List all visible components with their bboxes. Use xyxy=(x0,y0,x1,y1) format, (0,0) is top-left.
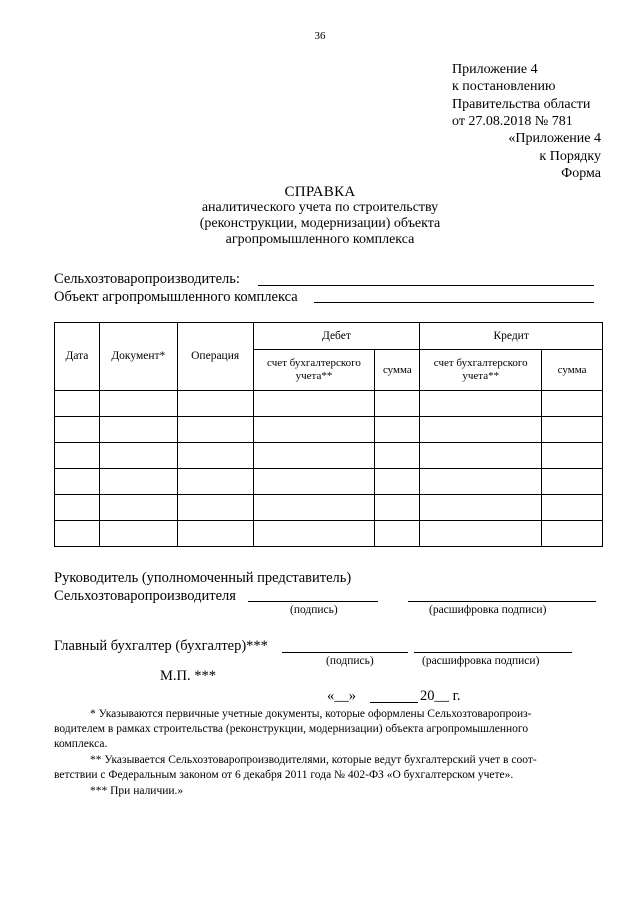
table-row xyxy=(55,391,603,417)
cell[interactable] xyxy=(253,391,375,417)
cell[interactable] xyxy=(99,391,177,417)
cell[interactable] xyxy=(542,469,603,495)
cell[interactable] xyxy=(420,391,542,417)
head-signature-line[interactable] xyxy=(248,587,378,602)
cell[interactable] xyxy=(55,391,100,417)
footnote-1-line-3: комплекса. xyxy=(54,738,108,750)
head-decode-line[interactable] xyxy=(408,587,596,602)
head-signature-caption: (подпись) xyxy=(290,604,338,616)
cell[interactable] xyxy=(253,417,375,443)
table-row xyxy=(55,443,603,469)
cell[interactable] xyxy=(420,469,542,495)
header-operation: Операция xyxy=(177,323,253,391)
accountant-label: Главный бухгалтер (бухгалтер)*** xyxy=(54,638,268,654)
cell[interactable] xyxy=(177,521,253,547)
cell[interactable] xyxy=(55,417,100,443)
cell[interactable] xyxy=(542,495,603,521)
appendix-line-3: Правительства области xyxy=(452,97,591,112)
cell[interactable] xyxy=(542,521,603,547)
header-credit: Кредит xyxy=(420,323,603,350)
form-label: Форма xyxy=(561,166,601,181)
doc-subtitle-line-2: (реконструкции, модернизации) объекта xyxy=(199,216,441,231)
cell[interactable] xyxy=(253,469,375,495)
cell[interactable] xyxy=(375,521,420,547)
cell[interactable] xyxy=(420,495,542,521)
appendix-line-6: к Порядку xyxy=(539,149,601,164)
cell[interactable] xyxy=(375,469,420,495)
producer-label: Сельхозтоваропроизводитель: xyxy=(54,271,240,287)
cell[interactable] xyxy=(253,495,375,521)
object-label: Объект агропромышленного комплекса xyxy=(54,289,298,305)
cell[interactable] xyxy=(99,469,177,495)
appendix-line-2: к постановлению xyxy=(452,79,556,94)
cell[interactable] xyxy=(177,469,253,495)
object-input-line[interactable] xyxy=(314,288,594,303)
cell[interactable] xyxy=(542,417,603,443)
footnote-2-line-1: ** Указывается Сельхозтоваропроизводителями, которые ведут бухгалтерский учет в соот- xyxy=(90,754,537,766)
cell[interactable] xyxy=(55,443,100,469)
cell[interactable] xyxy=(55,521,100,547)
cell[interactable] xyxy=(99,417,177,443)
accountant-decode-caption: (расшифровка подписи) xyxy=(422,655,540,667)
cell[interactable] xyxy=(375,417,420,443)
accountant-signature-line[interactable] xyxy=(282,638,408,653)
cell[interactable] xyxy=(420,521,542,547)
header-document: Документ* xyxy=(99,323,177,391)
cell[interactable] xyxy=(253,521,375,547)
doc-subtitle-line-3: агропромышленного комплекса xyxy=(225,232,415,247)
cell[interactable] xyxy=(542,391,603,417)
footnote-1-line-1: * Указываются первичные учетные документы, которые оформлены Сельхозтоваропроиз- xyxy=(90,708,532,720)
table-row xyxy=(55,469,603,495)
appendix-line-5: «Приложение 4 xyxy=(508,131,601,146)
cell[interactable] xyxy=(55,495,100,521)
footnote-2-line-2: ветствии с Федеральным законом от 6 декабря 2011 года № 402-ФЗ «О бухгалтерском учете». xyxy=(54,769,514,781)
cell[interactable] xyxy=(420,417,542,443)
cell[interactable] xyxy=(253,443,375,469)
cell[interactable] xyxy=(99,521,177,547)
cell[interactable] xyxy=(177,495,253,521)
cell[interactable] xyxy=(99,443,177,469)
header-date: Дата xyxy=(55,323,100,391)
header-credit-account: счет бухгалтерского учета** xyxy=(420,350,542,391)
cell[interactable] xyxy=(177,391,253,417)
appendix-line-4: от 27.08.2018 № 781 xyxy=(452,114,573,129)
head-label-line-2: Сельхозтоваропроизводителя xyxy=(54,588,236,604)
accountant-signature-caption: (подпись) xyxy=(326,655,374,667)
date-day: «__» xyxy=(327,688,356,704)
header-credit-sum: сумма xyxy=(542,350,603,391)
table-row xyxy=(55,521,603,547)
cell[interactable] xyxy=(420,443,542,469)
footnote-1-line-2: водителем в рамках строительства (реконструкции, модернизации) объекта агропромышленного xyxy=(54,723,529,735)
table-row xyxy=(55,417,603,443)
footnote-3: *** При наличии.» xyxy=(90,785,184,797)
producer-input-line[interactable] xyxy=(258,271,594,286)
appendix-line-1: Приложение 4 xyxy=(452,62,538,77)
date-year: 20__ г. xyxy=(420,688,461,704)
cell[interactable] xyxy=(375,495,420,521)
cell[interactable] xyxy=(55,469,100,495)
cell[interactable] xyxy=(375,443,420,469)
cell[interactable] xyxy=(99,495,177,521)
doc-subtitle xyxy=(0,200,640,248)
doc-subtitle-line-1: аналитического учета по строительству xyxy=(201,200,439,215)
header-debit-sum: сумма xyxy=(375,350,420,391)
date-month-line[interactable] xyxy=(370,688,418,703)
cell[interactable] xyxy=(177,443,253,469)
page-number: 36 xyxy=(314,30,326,42)
cell[interactable] xyxy=(177,417,253,443)
table-row xyxy=(55,495,603,521)
cell[interactable] xyxy=(375,391,420,417)
header-debit: Дебет xyxy=(253,323,420,350)
header-debit-account: счет бухгалтерского учета** xyxy=(253,350,375,391)
accountant-decode-line[interactable] xyxy=(414,638,572,653)
stamp-label: М.П. *** xyxy=(160,668,216,684)
doc-title: СПРАВКА xyxy=(284,184,356,200)
head-label-line-1: Руководитель (уполномоченный представитель) xyxy=(54,570,352,586)
accounting-table xyxy=(54,322,603,547)
head-decode-caption: (расшифровка подписи) xyxy=(429,604,547,616)
cell[interactable] xyxy=(542,443,603,469)
